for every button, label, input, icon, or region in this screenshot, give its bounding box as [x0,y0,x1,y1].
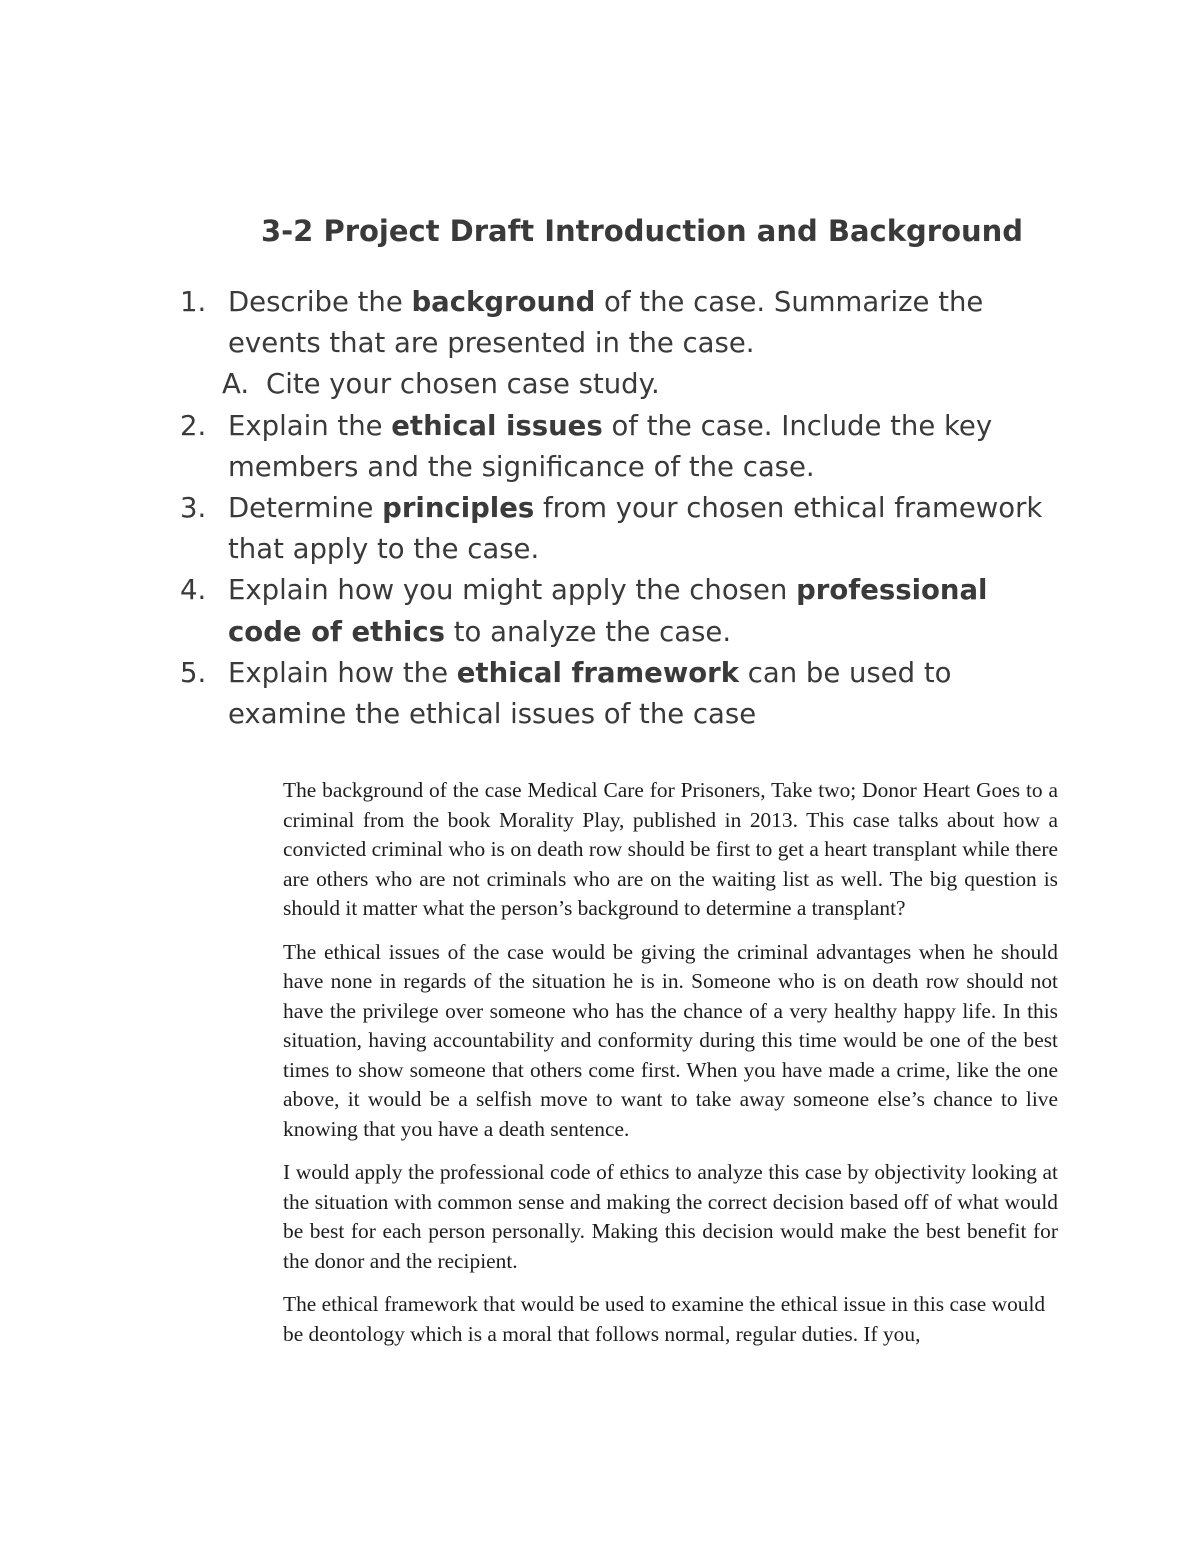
task-text-post: of the case. Include the key members and the significance of the case. [228,409,993,483]
page-title: 3-2 Project Draft Introduction and Background [260,214,1024,248]
task-keyword: ethical framework [456,656,739,689]
task-item-3 [180,488,1060,570]
task-item-5 [180,653,1060,735]
task-item-1 [180,282,1060,364]
essay-body [283,776,1058,1363]
paragraph-ethical-framework: The ethical framework that would be used to examine the ethical issue in this case would be deontology which is a moral that follows normal, regular duties. If you, [283,1292,1046,1346]
task-subitem-a [222,364,1060,405]
paragraph-code-of-ethics: I would apply the professional code of ethics to analyze this case by objectivity looking at the situation with common sense and making the correct decision based off of what would be best for each person personally. Making this decision would make the best benefit for the donor and the recipient. [283,1160,1058,1273]
task-text-post: to analyze the case. [445,615,732,648]
task-number: 3. [180,492,207,525]
task-keyword: principles [382,492,535,525]
task-keyword: background [411,286,596,318]
task-item-4 [180,570,1060,652]
task-number: 4. [180,574,207,607]
task-number: 1. [180,286,207,318]
task-number: 5. [180,656,207,689]
task-text-pre: Determine [228,492,383,525]
task-text-pre: Describe the [228,286,412,318]
task-list [180,282,1060,735]
task-keyword: ethical issues [391,409,603,442]
subitem-text: Cite your chosen case study. [266,368,660,401]
subitem-letter: A. [222,368,250,401]
task-number: 2. [180,409,207,442]
task-text-post: of the case. Summarize the events that are presented in the case. [228,286,984,360]
task-item-2 [180,406,1060,488]
task-keyword: professional code of ethics [228,574,988,648]
paragraph-background: The background of the case Medical Care for Prisoners, Take two; Donor Heart Goes to a criminal from the book Morality Play, published in 2013. This case talks about how a convicted criminal who is on death row should be first to get a heart transplant while there are others who are not criminals who are on the waiting list as well. The big question is should it matter what the person’s background to determine a transplant? [283,778,1058,920]
task-text-pre: Explain how you might apply the chosen [228,574,797,607]
task-text-post: from your chosen ethical framework that apply to the case. [228,492,1043,566]
task-text-pre: Explain how the [228,656,457,689]
task-text-pre: Explain the [228,409,392,442]
paragraph-ethical-issues: The ethical issues of the case would be giving the criminal advantages when he should have none in regards of the situation he is in. Someone who is on death row should not have the privilege over someone who has the chance of a very healthy happy life. In this situation, having accountability and conformity during this time would be one of the best times to show someone that others come first. When you have made a crime, like the one above, it would be a selfish move to want to take away someone else’s chance to live knowing that you have a death sentence. [283,939,1058,1141]
task-text-post: can be used to examine the ethical issues of the case [228,656,952,731]
